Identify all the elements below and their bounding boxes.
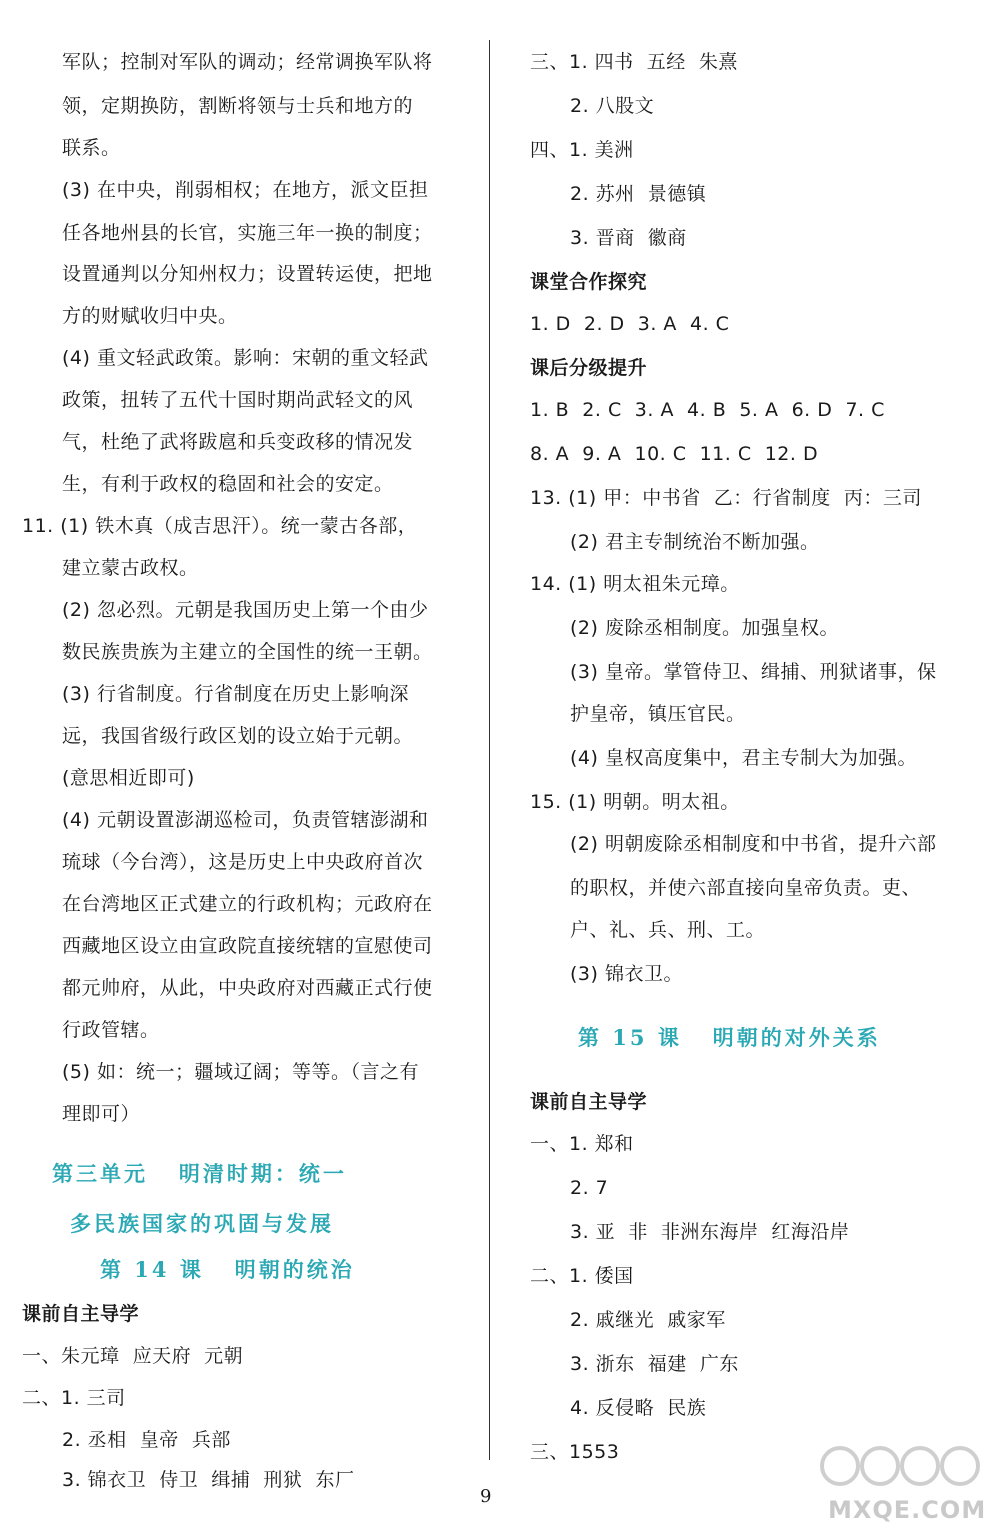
answer-line: 行政管辖。 — [62, 1019, 160, 1041]
column-divider — [489, 40, 490, 1460]
answer-line: (2) 忽必烈。元朝是我国历史上第一个由少 — [62, 599, 429, 621]
answer-line: 一、朱元璋 应天府 元朝 — [22, 1345, 244, 1367]
answer-line: 政策，扭转了五代十国时期尚武轻文的风 — [62, 389, 414, 411]
answer-line: (3) 皇帝。掌管侍卫、缉捕、刑狱诸事，保 — [570, 661, 937, 683]
answer-line: 2. 7 — [570, 1177, 609, 1199]
section-heading: 课前自主导学 — [530, 1091, 648, 1113]
answer-line: (4) 元朝设置澎湖巡检司，负责管辖澎湖和 — [62, 809, 429, 831]
answer-line: (3) 在中央，削弱相权；在地方，派文臣担 — [62, 179, 429, 201]
section-heading: 课后分级提升 — [530, 357, 648, 379]
answer-line: 8. A 9. A 10. C 11. C 12. D — [530, 443, 819, 465]
answer-line: 气，杜绝了武将跋扈和兵变政移的情况发 — [62, 431, 414, 453]
answer-line: (3) 行省制度。行省制度在历史上影响深 — [62, 683, 409, 705]
section-heading: 课前自主导学 — [22, 1303, 140, 1325]
answer-line: 四、1. 美洲 — [530, 139, 634, 161]
answer-line: 三、1. 四书 五经 朱熹 — [530, 51, 738, 73]
answer-line: 远，我国省级行政区划的设立始于元朝。 — [62, 725, 414, 747]
answer-line: 设置通判以分知州权力；设置转运使，把地 — [62, 263, 433, 285]
answer-line: 1. B 2. C 3. A 4. B 5. A 6. D 7. C — [530, 399, 885, 421]
answer-line: 2. 戚继光 戚家军 — [570, 1309, 726, 1331]
answer-line: (5) 如：统一；疆域辽阔；等等。（言之有 — [62, 1061, 419, 1083]
answer-line: 15. (1) 明朝。明太祖。 — [530, 791, 740, 813]
watermark-text: MXQE.COM — [828, 1496, 987, 1524]
answer-line: (2) 君主专制统治不断加强。 — [570, 531, 820, 553]
watermark-icon — [820, 1436, 998, 1496]
answer-line: 14. (1) 明太祖朱元璋。 — [530, 573, 740, 595]
answer-line: 11. (1) 铁木真（成吉思汗）。统一蒙古各部， — [22, 515, 418, 537]
answer-line: 二、1. 倭国 — [530, 1265, 634, 1287]
answer-line: 理即可） — [62, 1103, 141, 1125]
watermark-logo — [820, 1436, 998, 1526]
answer-line: 生，有利于政权的稳固和社会的安定。 — [62, 473, 394, 495]
answer-line: 2. 八股文 — [570, 95, 655, 117]
lesson-title: 第 14 课 明朝的统治 — [100, 1257, 355, 1282]
answer-line: 2. 苏州 景德镇 — [570, 183, 707, 205]
answer-line: 西藏地区设立由宣政院直接统辖的宣慰使司 — [62, 935, 433, 957]
answer-line: (2) 明朝废除丞相制度和中书省，提升六部 — [570, 833, 937, 855]
answer-line: 1. D 2. D 3. A 4. C — [530, 313, 730, 335]
answer-line: (4) 皇权高度集中，君主专制大为加强。 — [570, 747, 917, 769]
answer-line: 3. 晋商 徽商 — [570, 227, 687, 249]
answer-line: 军队；控制对军队的调动；经常调换军队将 — [62, 51, 433, 73]
answer-line: 3. 锦衣卫 侍卫 缉捕 刑狱 东厂 — [62, 1469, 355, 1491]
answer-line: 4. 反侵略 民族 — [570, 1397, 707, 1419]
answer-line: (2) 废除丞相制度。加强皇权。 — [570, 617, 839, 639]
answer-line: 都元帅府，从此，中央政府对西藏正式行使 — [62, 977, 433, 999]
answer-line: 建立蒙古政权。 — [62, 557, 199, 579]
answer-line: 13. (1) 甲：中书省 乙：行省制度 丙：三司 — [530, 487, 922, 509]
answer-line: 任各地州县的长官，实施三年一换的制度； — [62, 222, 433, 244]
lesson-title: 多民族国家的巩固与发展 — [70, 1211, 334, 1236]
answer-line: 在台湾地区正式建立的行政机构；元政府在 — [62, 893, 433, 915]
answer-line: 护皇帝，镇压官民。 — [570, 703, 746, 725]
answer-line: 二、1. 三司 — [22, 1387, 126, 1409]
answer-line: 户、礼、兵、刑、工。 — [570, 919, 766, 941]
answer-line: 联系。 — [62, 137, 121, 159]
answer-line: 领，定期换防，割断将领与士兵和地方的 — [62, 95, 414, 117]
answer-line: 数民族贵族为主建立的全国性的统一王朝。 — [62, 641, 433, 663]
answer-line: 三、1553 — [530, 1441, 620, 1463]
answer-line: (4) 重文轻武政策。影响：宋朝的重文轻武 — [62, 347, 429, 369]
answer-line: 的职权，并使六部直接向皇帝负责。吏、 — [570, 877, 922, 899]
page-number: 9 — [480, 1486, 492, 1507]
answer-line: 2. 丞相 皇帝 兵部 — [62, 1429, 231, 1451]
answer-line: 方的财赋收归中央。 — [62, 305, 238, 327]
answer-line: 一、1. 郑和 — [530, 1133, 634, 1155]
answer-line: 3. 亚 非 非洲东海岸 红海沿岸 — [570, 1221, 850, 1243]
answer-line: (意思相近即可) — [62, 767, 195, 789]
lesson-title: 第 15 课 明朝的对外关系 — [578, 1025, 881, 1050]
answer-line: (3) 锦衣卫。 — [570, 963, 683, 985]
section-heading: 课堂合作探究 — [530, 271, 648, 293]
lesson-title: 第三单元 明清时期：统一 — [52, 1161, 347, 1186]
answer-line: 琉球（今台湾），这是历史上中央政府首次 — [62, 851, 424, 873]
answer-line: 3. 浙东 福建 广东 — [570, 1353, 739, 1375]
